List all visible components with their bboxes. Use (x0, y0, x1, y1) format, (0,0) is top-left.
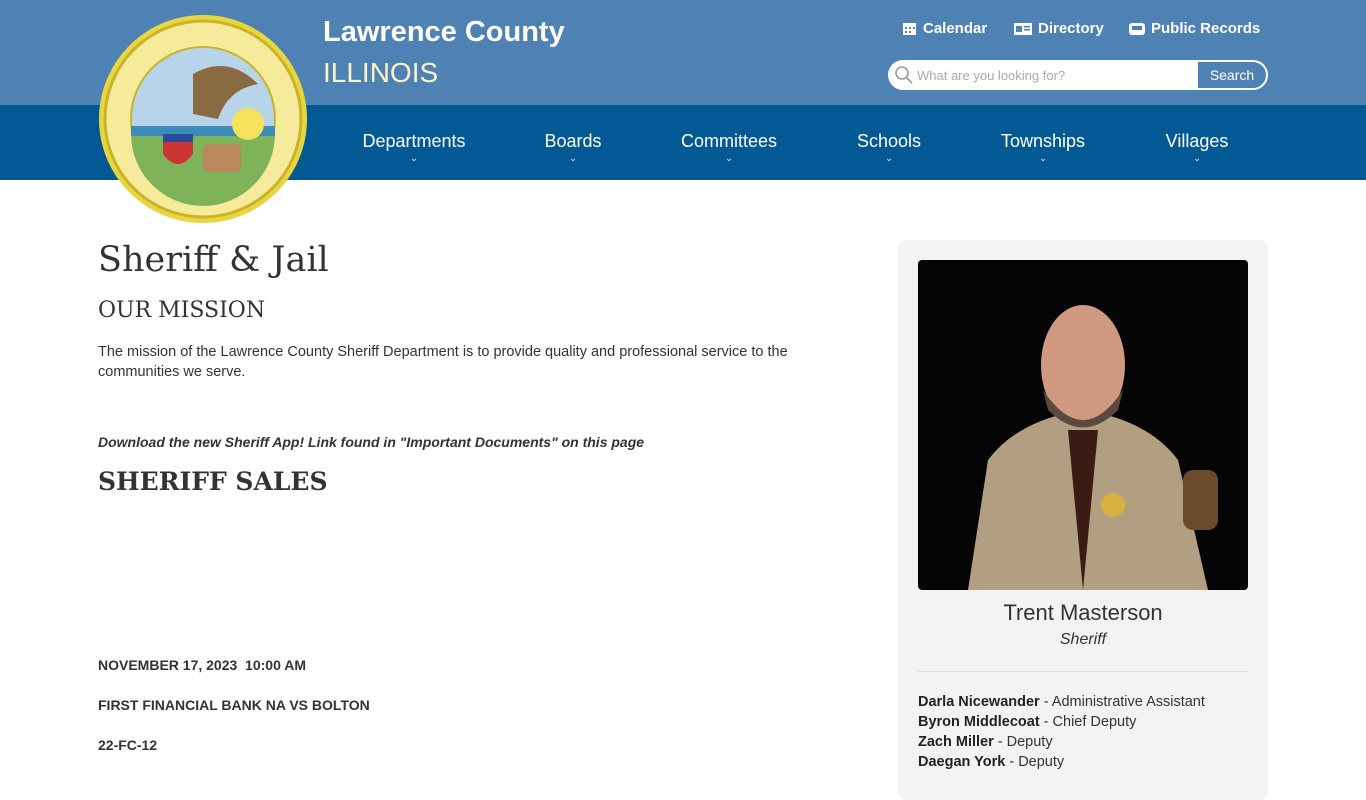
nav-label: Villages (1165, 131, 1229, 151)
staff-name: Daegan York (918, 754, 1006, 770)
nav-villages[interactable] (1166, 131, 1229, 162)
nav-label: Boards (544, 131, 602, 151)
staff-item (918, 712, 1205, 732)
staff-name: Byron Middlecoat (918, 714, 1040, 730)
chevron-down-icon: ⌄ (725, 153, 733, 163)
page-title: Sheriff & Jail (98, 240, 329, 280)
sale-number: 22-FC-12 (98, 737, 158, 753)
nav-label: Schools (856, 131, 922, 151)
mission-text: The mission of the Lawrence County Sheriff Department is to provide quality and professional service to the communities we serve. (98, 344, 788, 380)
chevron-down-icon: ⌄ (410, 153, 418, 163)
nav-label: Committees (680, 131, 778, 151)
sheriff-sales-heading: SHERIFF SALES (98, 467, 328, 496)
staff-item (918, 752, 1205, 772)
id-card-icon (1014, 22, 1032, 36)
sale-date: NOVEMBER 17, 2023 10:00 AM (98, 657, 307, 673)
nav-label: Townships (1000, 131, 1086, 151)
staff-name: Zach Miller (918, 734, 994, 750)
site-subtitle: ILLINOIS (323, 57, 439, 88)
mission-heading: OUR MISSION (98, 298, 266, 323)
staff-item (918, 692, 1205, 712)
sheriff-name: Trent Masterson (1003, 600, 1163, 625)
staff-item (918, 732, 1205, 752)
staff-role: - Administrative Assistant (1039, 694, 1205, 710)
nav-committees[interactable] (681, 131, 777, 162)
chevron-down-icon: ⌄ (885, 153, 893, 163)
public-records-label: Public Records (1151, 20, 1261, 37)
search-icon (895, 66, 913, 84)
staff-role: - Deputy (993, 734, 1053, 750)
sale-case: FIRST FINANCIAL BANK NA VS BOLTON (98, 697, 370, 713)
staff-name: Darla Nicewander (918, 694, 1040, 710)
chevron-down-icon: ⌄ (1193, 153, 1201, 163)
calendar-label: Calendar (923, 20, 988, 37)
nav-boards[interactable] (544, 131, 601, 162)
public-records-link[interactable] (1129, 20, 1260, 37)
search-input[interactable] (889, 61, 1197, 89)
calendar-link[interactable] (902, 20, 987, 37)
sheriff-title: Sheriff (1059, 631, 1107, 648)
search-bar (888, 60, 1268, 90)
search-button[interactable]: Search (1197, 61, 1267, 89)
staff-role: - Chief Deputy (1039, 714, 1137, 730)
sheriff-photo (918, 260, 1248, 590)
site-title[interactable]: Lawrence County (323, 16, 565, 48)
staff-list (918, 692, 1205, 772)
nav-label: Departments (362, 131, 466, 151)
divider (918, 671, 1248, 672)
staff-role: - Deputy (1005, 754, 1065, 770)
nav-townships[interactable] (1001, 131, 1085, 162)
county-seal-logo[interactable] (98, 14, 308, 224)
app-note: Download the new Sheriff App! Link found in "Important Documents" on this page (98, 434, 645, 450)
chevron-down-icon: ⌄ (1039, 153, 1047, 163)
nav-schools[interactable] (857, 131, 921, 162)
nav-departments[interactable] (362, 131, 465, 162)
inbox-icon (1129, 22, 1145, 36)
chevron-down-icon: ⌄ (569, 153, 577, 163)
directory-label: Directory (1038, 20, 1104, 37)
directory-link[interactable] (1014, 20, 1104, 37)
calendar-icon (902, 21, 917, 36)
